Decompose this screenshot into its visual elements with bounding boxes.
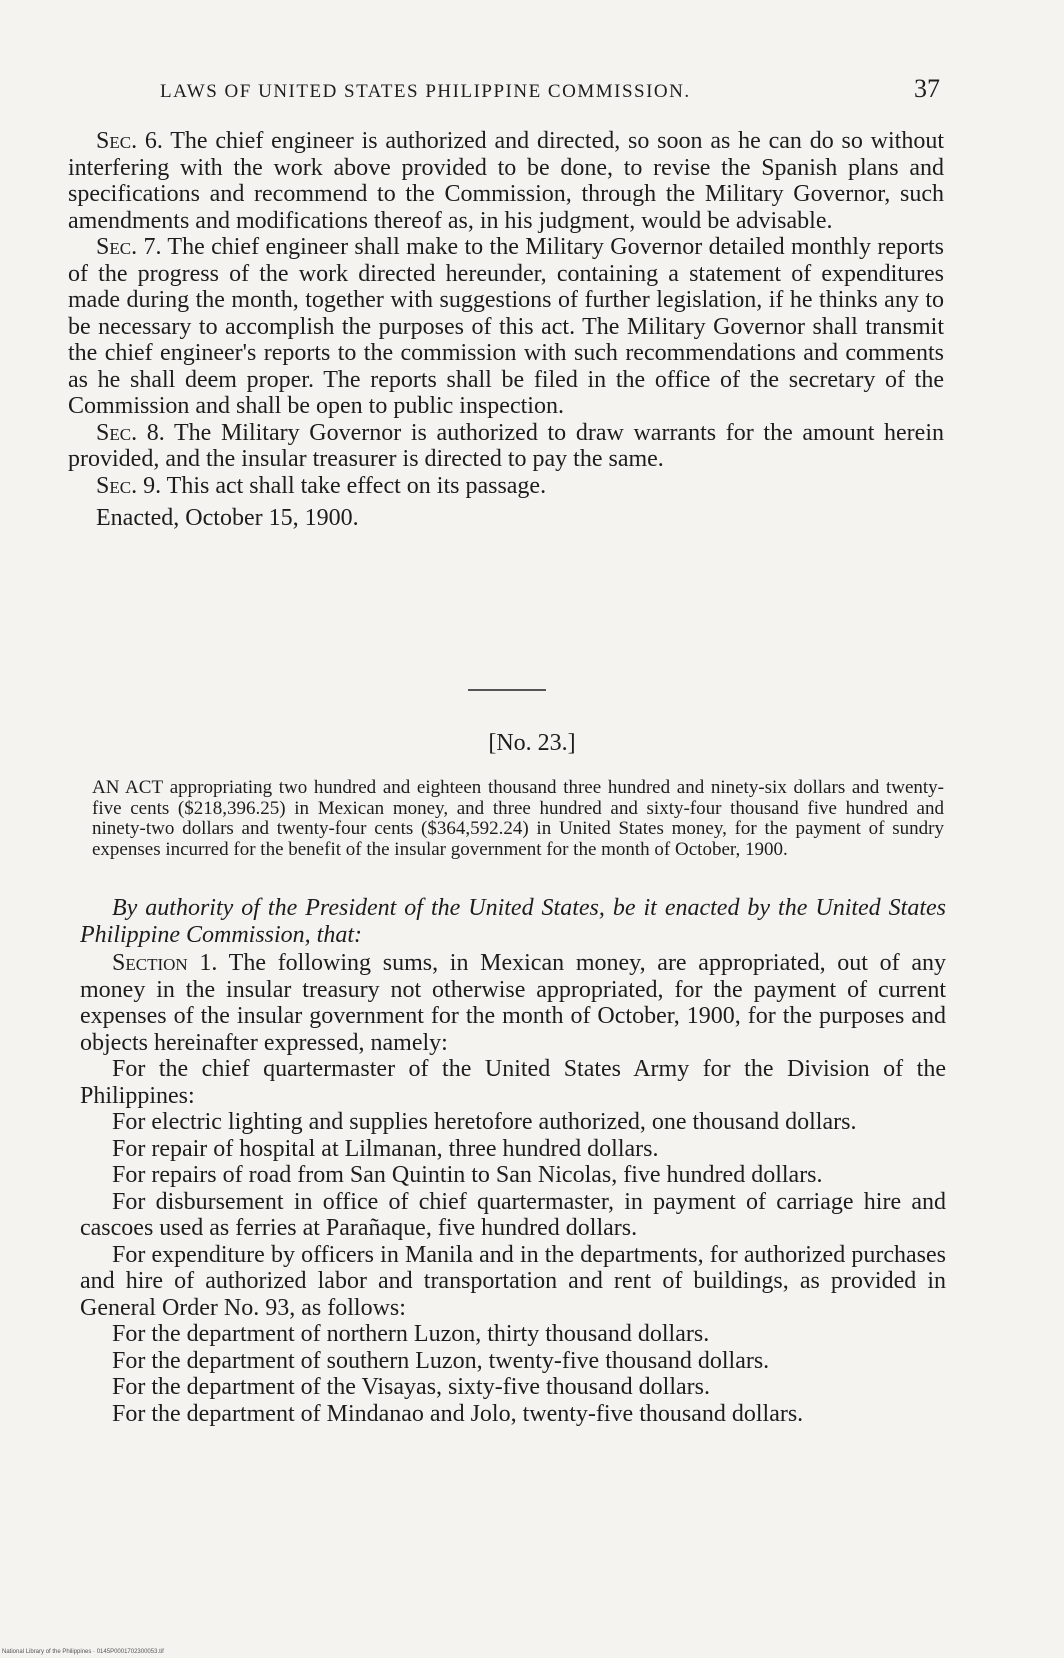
section-divider: [468, 689, 546, 691]
scan-footer: National Library of the Philippines · 0145P0001702300053.tif: [2, 1649, 164, 1655]
act-title-text: appropriating two hundred and eighteen thousand three hundred and ninety-six dollars and twenty-five cents ($218,396.25) in Mexican money, and three hundred and sixty-four thousand five hundred and ninety-two dollars and twenty-four cents ($364,592.24) in United States money, for the payment of sundry expenses incurred for the benefit of the insular government for the month of October, 1900.: [92, 777, 945, 860]
page-header: [160, 74, 940, 104]
section-text: The Military Governor is authorized to draw warrants for the amount herein provided, and the insular treasurer is directed to pay the same.: [68, 419, 944, 472]
act-title: [92, 778, 944, 860]
appropriation-item: For the department of Mindanao and Jolo, twenty-five thousand dollars.: [112, 1400, 804, 1427]
act-title-lead: AN ACT: [92, 777, 164, 798]
act-number: [No. 23.]: [488, 730, 576, 756]
section-text: The chief engineer is authorized and directed, so soon as he can do so without interfering with the work above provided to be done, to revise the Spanish plans and specifications and recommend to the Commission, through the Military Governor, such amendments and modifications thereof as, in his judgment, would be advisable.: [68, 128, 944, 234]
act-body: [80, 895, 946, 1427]
section-7: [68, 234, 944, 420]
enacting-clause: By authority of the President of the United States, be it enacted by the United States Philippine Commission, that:: [80, 895, 946, 948]
section-9: [68, 473, 944, 500]
preceding-act-text: [68, 128, 944, 532]
page-number: 37: [914, 74, 940, 103]
appropriation-item: For repairs of road from San Quintin to San Nicolas, five hundred dollars.: [112, 1162, 823, 1188]
section-text: This act shall take effect on its passage.: [166, 472, 547, 499]
appropriation-item: For the chief quartermaster of the United States Army for the Division of the Philippines:: [80, 1056, 946, 1109]
appropriation-item: For repair of hospital at Lilmanan, three hundred dollars.: [112, 1135, 659, 1162]
section-text: The following sums, in Mexican money, are appropriated, out of any money in the insular treasury not otherwise appropriated, for the payment of current expenses of the insular government for the month of October, 1900, for the purposes and objects hereinafter expressed, namely:: [80, 950, 946, 1056]
running-head: LAWS OF UNITED STATES PHILIPPINE COMMISSION.: [160, 81, 691, 102]
appropriation-item: For the department of northern Luzon, thirty thousand dollars.: [112, 1321, 710, 1347]
section-6: [68, 128, 944, 234]
section-label: Section 1.: [112, 950, 218, 976]
section-1: [80, 950, 946, 1056]
appropriation-item: For electric lighting and supplies heretofore authorized, one thousand dollars.: [112, 1109, 857, 1135]
appropriation-item: For expenditure by officers in Manila and in the departments, for authorized purchases and hire of authorized labor and transportation and rent of buildings, as provided in General Order No. 93, as follows:: [80, 1241, 946, 1321]
section-text: The chief engineer shall make to the Military Governor detailed monthly reports of the progress of the work directed hereunder, containing a statement of expenditures made during the month, together with suggestions of further legislation, if he thinks any to be necessary to accomplish the purposes of this act. The Military Governor shall transmit the chief engineer's reports to the commission with such recommendations and comments as he shall deem proper. The reports shall be filed in the office of the secretary of the Commission and shall be open to public inspection.: [68, 234, 944, 419]
section-8: [68, 420, 944, 473]
section-label: Sec. 6.: [96, 128, 163, 154]
appropriation-item: For disbursement in office of chief quartermaster, in payment of carriage hire and cascoes used as ferries at Parañaque, five hundred dollars.: [80, 1188, 946, 1241]
section-label: Sec. 8.: [96, 419, 165, 446]
appropriation-item: For the department of southern Luzon, twenty-five thousand dollars.: [112, 1347, 770, 1374]
appropriation-item: For the department of the Visayas, sixty-five thousand dollars.: [112, 1374, 710, 1400]
section-label: Sec. 7.: [96, 234, 162, 260]
section-label: Sec. 9.: [96, 472, 162, 499]
enacted-date: Enacted, October 15, 1900.: [96, 505, 359, 531]
